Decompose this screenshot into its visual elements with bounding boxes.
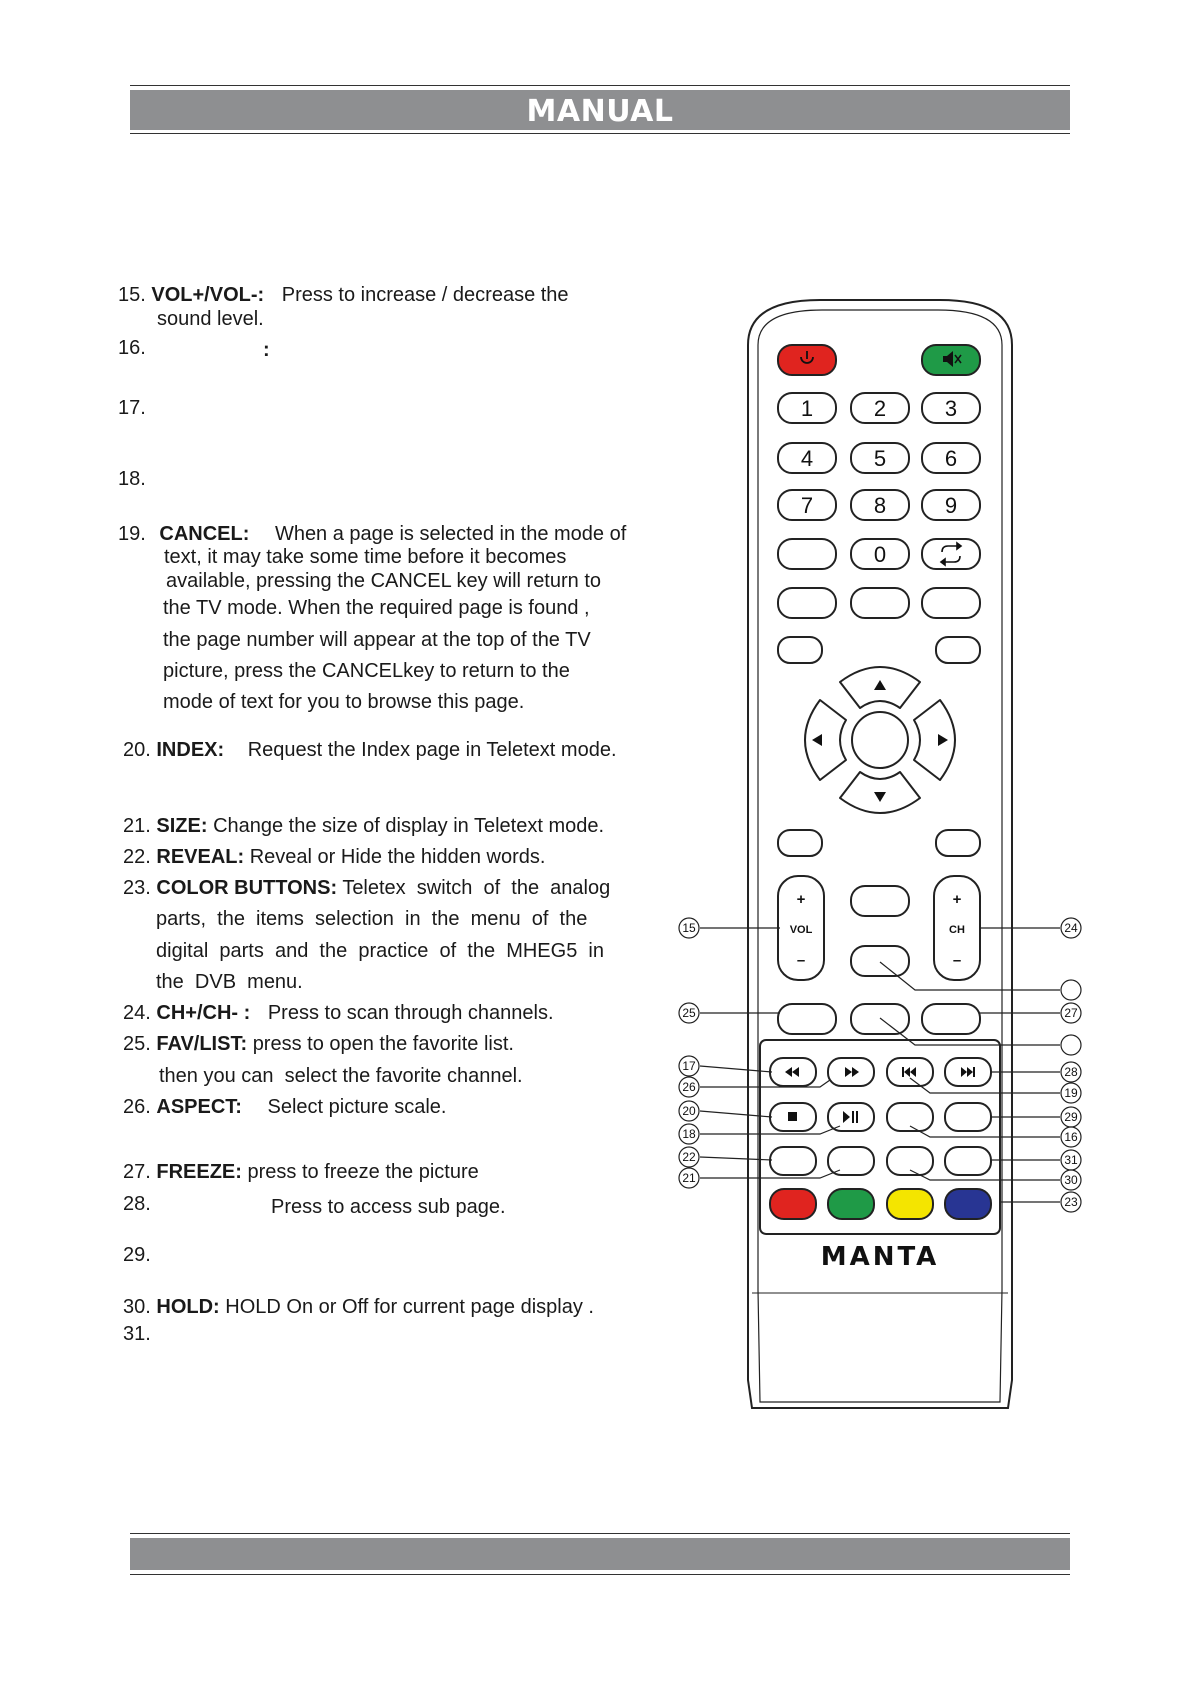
callout-29: [1061, 1107, 1081, 1127]
brand-logo: MANTA: [820, 1242, 940, 1272]
entry-19-cont-5: picture, press the CANCELkey to return to the: [163, 660, 570, 682]
callout-26: [679, 1077, 699, 1097]
svg-text:15: 15: [682, 921, 696, 935]
entry-text: Change the size of display in Teletext mode.: [213, 815, 605, 837]
entry-key: HOLD:: [156, 1296, 220, 1318]
teletext-button-21[interactable]: [828, 1147, 874, 1175]
entry-number: 27.: [123, 1161, 151, 1183]
aspect-button[interactable]: [851, 1004, 909, 1034]
entry-key: ASPECT:: [156, 1096, 242, 1118]
entry-number: 23.: [123, 877, 151, 899]
entry-text: press to open the favorite list.: [252, 1033, 514, 1055]
mute-button[interactable]: [922, 345, 980, 375]
callout-23: [1061, 1192, 1081, 1212]
entry-key: FAV/LIST:: [156, 1033, 248, 1055]
digit-label-9: 9: [944, 493, 958, 518]
vol-label: VOL: [789, 924, 813, 936]
entry-23: [123, 876, 610, 900]
svg-text:21: 21: [682, 1171, 696, 1185]
page-title: MANUAL: [526, 94, 674, 129]
entry-number: 22.: [123, 846, 151, 868]
center-button-top[interactable]: [851, 886, 909, 916]
entry-key: INDEX:: [156, 739, 225, 761]
svg-text:22: 22: [682, 1150, 696, 1164]
small-button-mid-right[interactable]: [936, 830, 980, 856]
small-button-mid-left[interactable]: [778, 830, 822, 856]
entry-number: 19.: [118, 523, 146, 545]
entry-text: Press to scan through channels.: [267, 1002, 554, 1024]
nav-left-button[interactable]: [805, 700, 846, 780]
svg-text:29: 29: [1064, 1110, 1078, 1124]
entry-text: Select picture scale.: [267, 1096, 447, 1118]
callout-20: [679, 1101, 699, 1121]
ch-minus-label: –: [952, 952, 962, 969]
callout-30: [1061, 1170, 1081, 1190]
teletext-button-30[interactable]: [887, 1147, 933, 1175]
entry-20: [123, 738, 617, 762]
teletext-button-31[interactable]: [945, 1147, 991, 1175]
callout-15: [679, 918, 699, 938]
yellow-button[interactable]: [887, 1189, 933, 1219]
remote-control-illustration: [670, 290, 1090, 1430]
entry-19-cont-3: the TV mode. When the required page is found ,: [163, 597, 590, 619]
svg-text:17: 17: [682, 1059, 696, 1073]
entry-text: press to freeze the picture: [247, 1161, 479, 1183]
entry-23-cont-3: the DVB menu.: [156, 971, 303, 993]
entry-19: [118, 522, 626, 546]
callout-unlabeled-a: [1061, 980, 1081, 1000]
entry-number: 28.: [123, 1193, 151, 1215]
entry-key: SIZE:: [156, 815, 208, 837]
entry-15-cont-1: sound level.: [157, 308, 264, 330]
power-button[interactable]: [778, 345, 836, 375]
entry-key: FREEZE:: [156, 1161, 242, 1183]
entry-number: 30.: [123, 1296, 151, 1318]
entry-number: 21.: [123, 815, 151, 837]
blank-button-left[interactable]: [778, 539, 836, 569]
digit-label-8: 8: [873, 493, 887, 518]
row5-button-3[interactable]: [922, 588, 980, 618]
svg-text:31: 31: [1064, 1153, 1078, 1167]
entry-19-cont-4: the page number will appear at the top of the TV: [163, 629, 591, 651]
svg-text:28: 28: [1064, 1065, 1078, 1079]
row5-button-2[interactable]: [851, 588, 909, 618]
callout-18: [679, 1124, 699, 1144]
callout-24: [1061, 918, 1081, 938]
entry-26: [123, 1095, 447, 1119]
entry-29: [123, 1243, 151, 1267]
callout-19: [1061, 1083, 1081, 1103]
entry-key: CH+/CH- :: [156, 1002, 251, 1024]
svg-text:24: 24: [1064, 921, 1078, 935]
entry-17: [118, 396, 146, 420]
nav-ok-button[interactable]: [852, 712, 908, 768]
footer-band: [130, 1538, 1070, 1570]
entry-25-cont-1: then you can select the favorite channel.: [159, 1065, 523, 1087]
entry-15: [118, 283, 569, 307]
play-pause-button[interactable]: [828, 1103, 874, 1131]
entry-number: 15.: [118, 284, 146, 306]
entry-text: Teletex switch of the analog: [342, 877, 611, 899]
svg-text:25: 25: [682, 1006, 696, 1020]
digit-label-3: 3: [944, 396, 958, 421]
entry-number: 25.: [123, 1033, 151, 1055]
entry-text: HOLD On or Off for current page display .: [225, 1296, 594, 1318]
blue-button[interactable]: [945, 1189, 991, 1219]
entry-23-cont-2: digital parts and the practice of the MHEG5 in: [156, 940, 604, 962]
teletext-button-29[interactable]: [945, 1103, 991, 1131]
entry-19-cont-6: mode of text for you to browse this page.: [163, 691, 525, 713]
entry-23-cont-1: parts, the items selection in the menu of the: [156, 908, 588, 930]
digit-label-1: 1: [800, 396, 814, 421]
small-button-right[interactable]: [936, 637, 980, 663]
entry-key: COLOR BUTTONS:: [156, 877, 338, 899]
entry-21: [123, 814, 604, 838]
entry-19-cont-1: text, it may take some time before it becomes: [164, 546, 567, 568]
footer-rule-bottom: [130, 1574, 1070, 1575]
digit-label-5: 5: [873, 446, 887, 471]
entry-text: Reveal or Hide the hidden words.: [249, 846, 546, 868]
recall-button[interactable]: [922, 539, 980, 569]
teletext-button-16[interactable]: [887, 1103, 933, 1131]
entry-text: When a page is selected in the mode of: [274, 523, 627, 545]
entry-number: 29.: [123, 1244, 151, 1266]
digit-label-2: 2: [873, 396, 887, 421]
entry-22: [123, 845, 545, 869]
entry-25: [123, 1032, 514, 1056]
entry-16-key: :: [263, 339, 270, 361]
callout-28: [1061, 1062, 1081, 1082]
stop-icon: [788, 1112, 797, 1121]
entry-number: 16.: [118, 337, 146, 359]
svg-text:20: 20: [682, 1104, 696, 1118]
entry-number: 20.: [123, 739, 151, 761]
callout-16: [1061, 1127, 1081, 1147]
callout-21: [679, 1168, 699, 1188]
teletext-button-22[interactable]: [770, 1147, 816, 1175]
entry-number: 24.: [123, 1002, 151, 1024]
green-button[interactable]: [828, 1189, 874, 1219]
entry-18: [118, 467, 146, 491]
entry-31: [123, 1322, 151, 1346]
row5-button-1[interactable]: [778, 588, 836, 618]
svg-text:18: 18: [682, 1127, 696, 1141]
callout-unlabeled-b: [1061, 1035, 1081, 1055]
entry-16: [118, 336, 146, 360]
digit-label-4: 4: [800, 446, 814, 471]
svg-text:23: 23: [1064, 1195, 1078, 1209]
entry-number: 17.: [118, 397, 146, 419]
digit-label-0: 0: [873, 542, 887, 567]
entry-key: VOL+/VOL-:: [151, 284, 265, 306]
ch-label: CH: [949, 924, 965, 936]
ch-plus-label: +: [952, 891, 962, 908]
entry-key: REVEAL:: [156, 846, 245, 868]
callout-27: [1061, 1003, 1081, 1023]
entry-28-text: Press to access sub page.: [271, 1196, 506, 1218]
vol-minus-label: –: [796, 952, 806, 969]
entry-number: 31.: [123, 1323, 151, 1345]
digit-label-7: 7: [800, 493, 814, 518]
fav-list-button[interactable]: [778, 1004, 836, 1034]
callout-25: [679, 1003, 699, 1023]
svg-text:27: 27: [1064, 1006, 1078, 1020]
footer-rule-top: [130, 1533, 1070, 1534]
callout-17: [679, 1056, 699, 1076]
entry-number: 26.: [123, 1096, 151, 1118]
svg-text:16: 16: [1064, 1130, 1078, 1144]
digit-label-6: 6: [944, 446, 958, 471]
entry-24: [123, 1001, 554, 1025]
center-button-bottom[interactable]: [851, 946, 909, 976]
entry-key: CANCEL:: [159, 523, 250, 545]
callout-22: [679, 1147, 699, 1167]
entry-19-cont-2: available, pressing the CANCEL key will return to: [166, 570, 602, 592]
entry-28: [123, 1192, 151, 1216]
svg-text:26: 26: [682, 1080, 696, 1094]
entry-text: Press to increase / decrease the: [281, 284, 569, 306]
entry-30: [123, 1295, 594, 1319]
vol-plus-label: +: [796, 891, 806, 908]
freeze-button[interactable]: [922, 1004, 980, 1034]
nav-right-button[interactable]: [914, 700, 955, 780]
svg-text:30: 30: [1064, 1173, 1078, 1187]
red-button[interactable]: [770, 1189, 816, 1219]
callout-31: [1061, 1150, 1081, 1170]
entry-number: 18.: [118, 468, 146, 490]
svg-text:19: 19: [1064, 1086, 1078, 1100]
entry-27: [123, 1160, 479, 1184]
entry-text: Request the Index page in Teletext mode.: [247, 739, 617, 761]
small-button-left[interactable]: [778, 637, 822, 663]
